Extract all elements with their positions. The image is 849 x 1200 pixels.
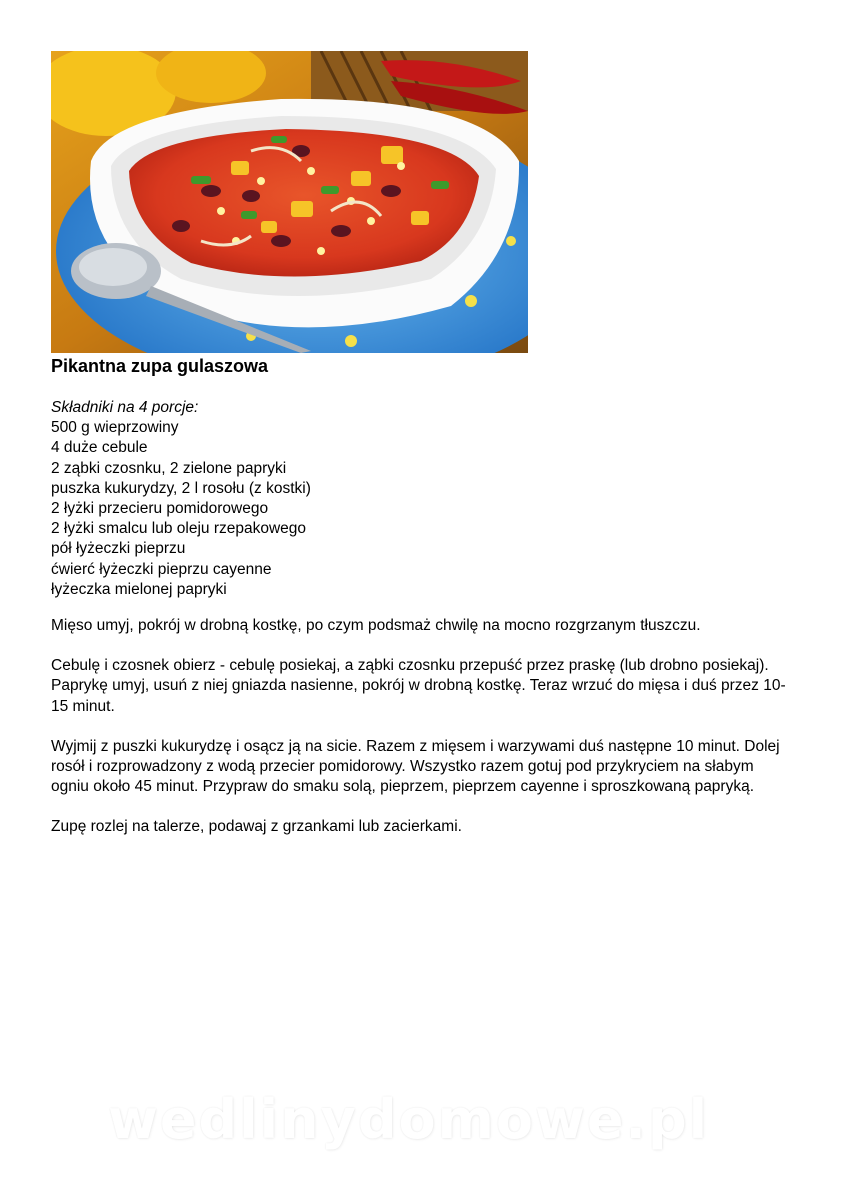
- ingredient-item: 2 łyżki smalcu lub oleju rzepakowego: [51, 520, 307, 538]
- site-watermark: wedlinydomowe.pl: [108, 1088, 710, 1151]
- ingredient-item: ćwierć łyżeczki pieprzu cayenne: [51, 560, 272, 578]
- step-paragraph: Wyjmij z puszki kukurydzę i osącz ją na sicie. Razem z mięsem i warzywami duś następne 10 minut. Dolej rosół i rozprowadzony z wodą przecier pomidorowy. Wszystko razem gotuj pod przykryciem na słabym ogniu około 45 minut. Przypraw do smaku solą, pieprzem, pieprzem cayenne i sproszkowaną papryką.: [51, 737, 780, 796]
- ingredient-item: 2 ząbki czosnku, 2 zielone papryki: [51, 459, 287, 477]
- ingredients-heading: Składniki na 4 porcje:: [51, 399, 199, 416]
- ingredient-item: 2 łyżki przecieru pomidorowego: [51, 500, 269, 518]
- ingredient-item: 500 g wieprzowiny: [51, 419, 179, 437]
- ingredient-item: pół łyżeczki pieprzu: [51, 540, 186, 558]
- step-paragraph: Mięso umyj, pokrój w drobną kostkę, po czym podsmaż chwilę na mocno rozgrzanym tłuszczu.: [51, 617, 701, 634]
- ingredients-list: [51, 418, 311, 600]
- soup-photo: [51, 51, 528, 353]
- ingredient-item: puszka kukurydzy, 2 l rosołu (z kostki): [51, 479, 311, 497]
- ingredients-section: [51, 398, 311, 600]
- step-paragraph: Cebulę i czosnek obierz - cebulę posiekaj, a ząbki czosnku przepuść przez praskę (lub drobno posiekaj). Paprykę umyj, usuń z niej gniazda nasienne, pokrój w drobną kostkę. Teraz wrzuć do mięsa i duś przez 10-15 minut.: [51, 657, 786, 715]
- ingredient-item: 4 duże cebule: [51, 439, 148, 457]
- recipe-title: Pikantna zupa gulaszowa: [51, 356, 269, 376]
- step-paragraph: Zupę rozlej na talerze, podawaj z grzankami lub zacierkami.: [51, 818, 462, 836]
- ingredient-item: łyżeczka mielonej papryki: [51, 580, 227, 598]
- preparation-steps: [51, 616, 791, 858]
